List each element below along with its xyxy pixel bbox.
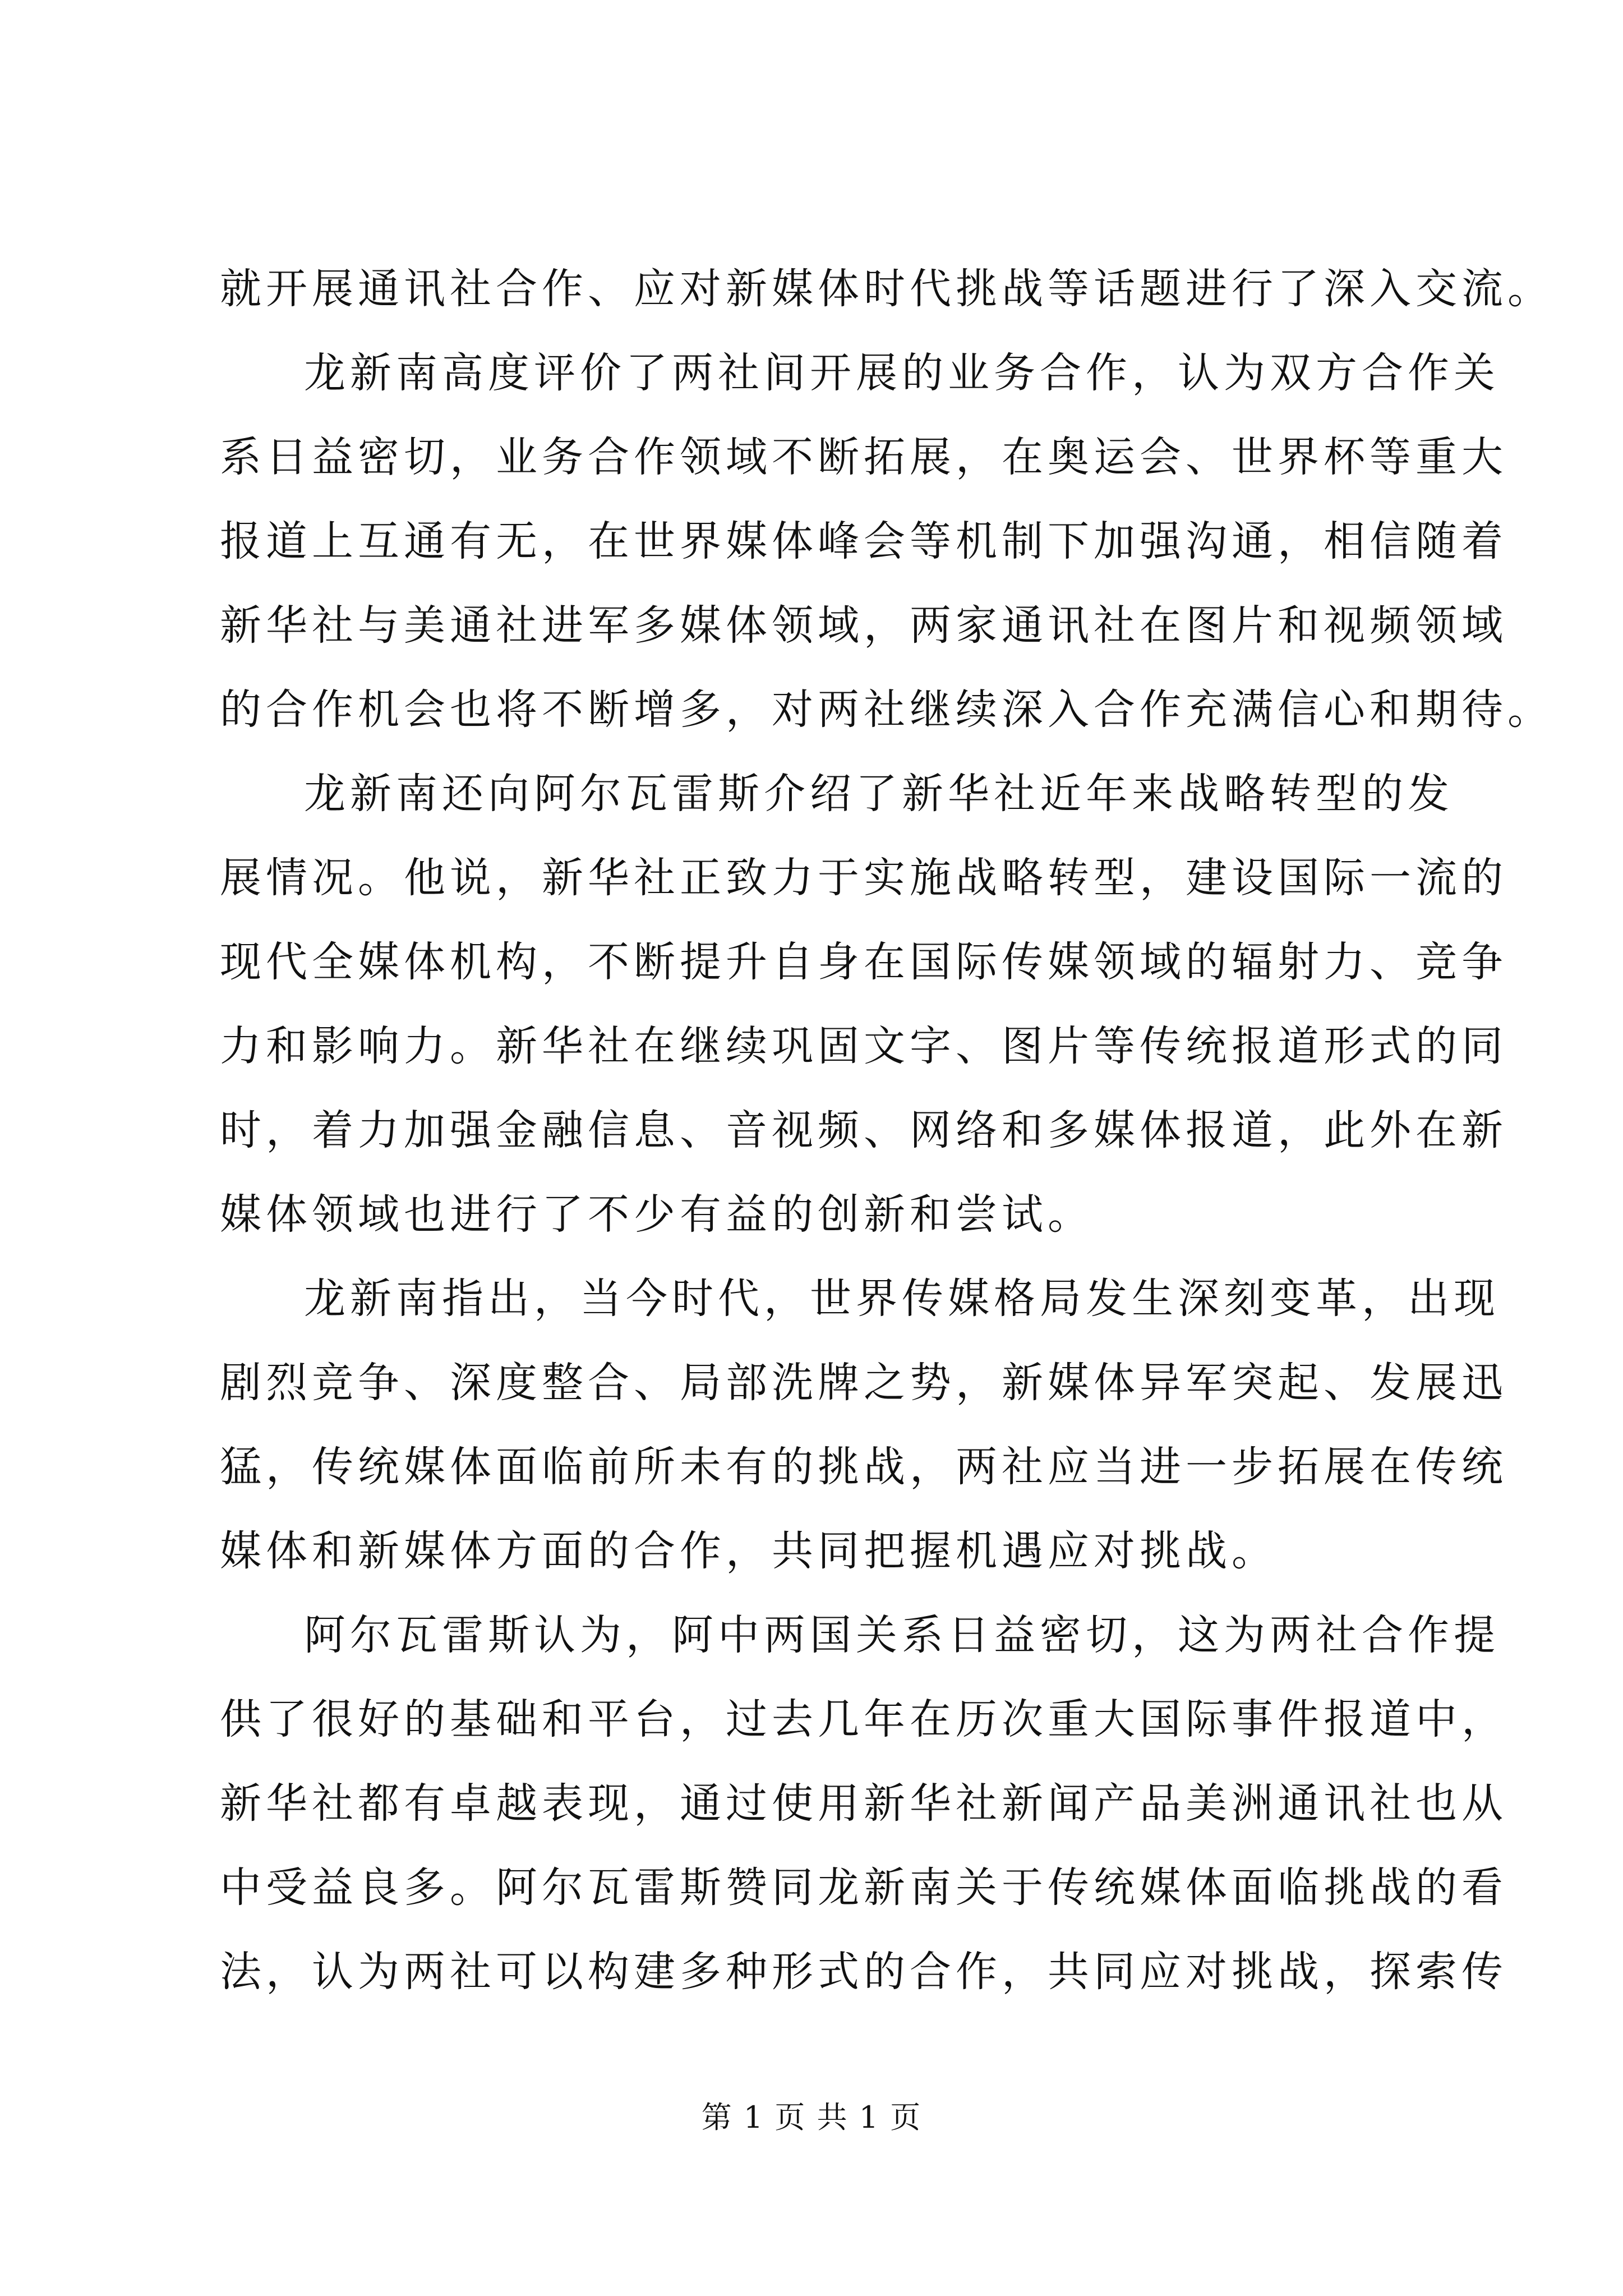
text-line: 力和影响力。新华社在继续巩固文字、图片等传统报道形式的同 [220, 1022, 1507, 1070]
page-number-footer: 第 1 页 共 1 页 [701, 2100, 922, 2135]
text-line: 供了很好的基础和平台，过去几年在历次重大国际事件报道中， [220, 1695, 1507, 1743]
text-line: 系日益密切，业务合作领域不断拓展，在奥运会、世界杯等重大 [220, 433, 1507, 481]
text-line: 剧烈竞争、深度整合、局部洗牌之势，新媒体异军突起、发展迅 [220, 1359, 1507, 1407]
text-line: 新华社与美通社进军多媒体领域，两家通讯社在图片和视频领域 [220, 601, 1507, 650]
body-text [220, 247, 1553, 2014]
text-line: 新华社都有卓越表现，通过使用新华社新闻产品美洲通讯社也从 [220, 1779, 1507, 1828]
text-line: 龙新南指出，当今时代，世界传媒格局发生深刻变革，出现 [304, 1274, 1500, 1323]
text-line: 龙新南高度评价了两社间开展的业务合作，认为双方合作关 [304, 349, 1500, 397]
text-line: 时，着力加强金融信息、音视频、网络和多媒体报道，此外在新 [220, 1106, 1507, 1154]
text-line: 法，认为两社可以构建多种形式的合作，共同应对挑战，探索传 [220, 1948, 1507, 1996]
text-line: 中受益良多。阿尔瓦雷斯赞同龙新南关于传统媒体面临挑战的看 [220, 1864, 1507, 1912]
text-line: 展情况。他说，新华社正致力于实施战略转型，建设国际一流的 [220, 854, 1507, 902]
text-line: 报道上互通有无，在世界媒体峰会等机制下加强沟通，相信随着 [220, 517, 1507, 565]
text-line: 的合作机会也将不断增多，对两社继续深入合作充满信心和期待。 [220, 685, 1553, 734]
text-line: 阿尔瓦雷斯认为，阿中两国关系日益密切，这为两社合作提 [304, 1611, 1500, 1659]
text-line: 就开展通讯社合作、应对新媒体时代挑战等话题进行了深入交流。 [220, 265, 1553, 313]
text-line: 媒体和新媒体方面的合作，共同把握机遇应对挑战。 [220, 1527, 1278, 1575]
text-line: 现代全媒体机构，不断提升自身在国际传媒领域的辐射力、竞争 [220, 938, 1507, 986]
text-line: 龙新南还向阿尔瓦雷斯介绍了新华社近年来战略转型的发 [304, 770, 1454, 818]
text-line: 媒体领域也进行了不少有益的创新和尝试。 [220, 1190, 1094, 1239]
text-line: 猛，传统媒体面临前所未有的挑战，两社应当进一步拓展在传统 [220, 1443, 1507, 1491]
